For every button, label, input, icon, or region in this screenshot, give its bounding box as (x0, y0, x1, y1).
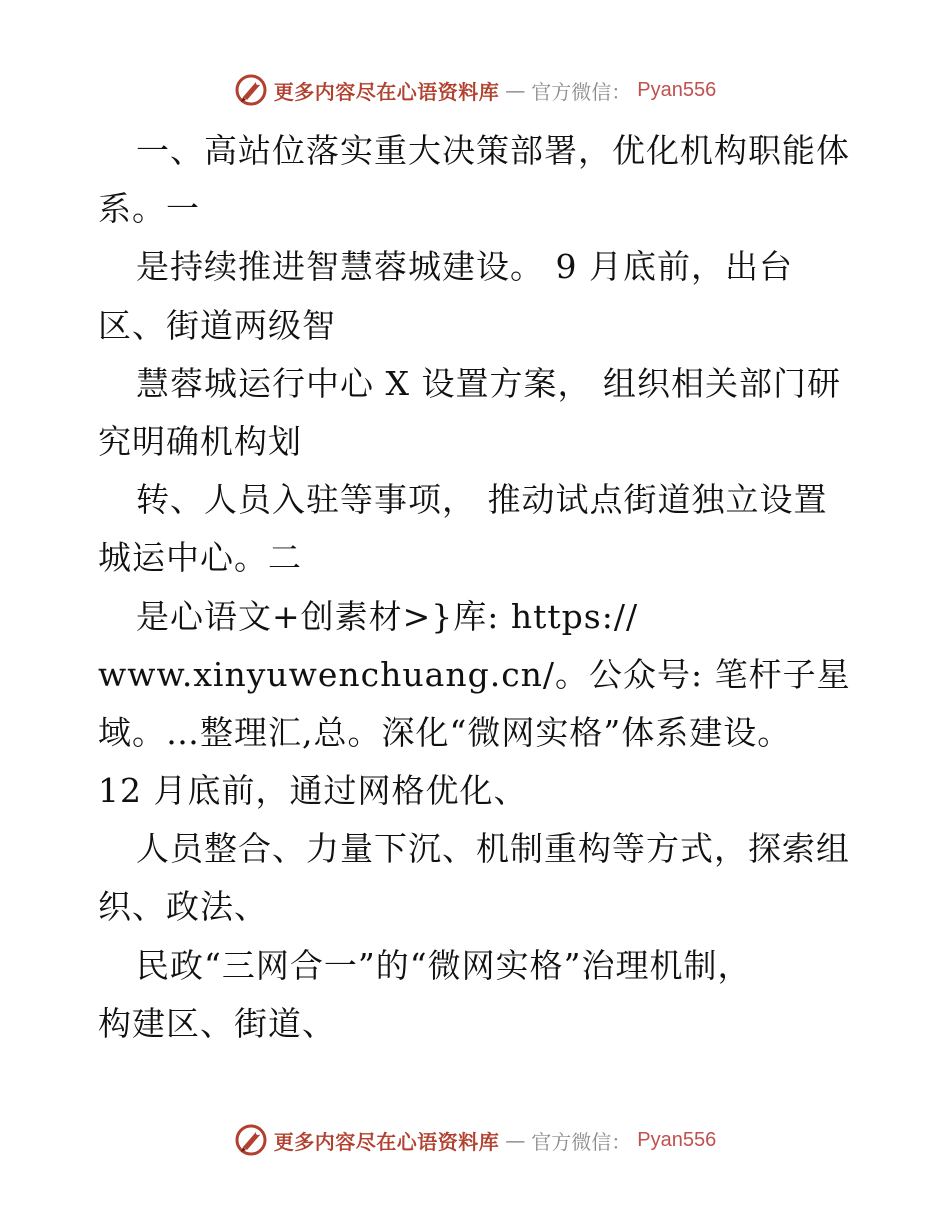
header-banner (234, 73, 716, 107)
text-line: 民政“三网合一”的“微网实格”治理机制， (136, 945, 752, 985)
footer-separator: — (505, 1128, 526, 1152)
text-line: 域。…整理汇,总。深化“微网实格”体系建设。 (98, 712, 792, 752)
text-line: 是心语文+创素材>}库: https:// (136, 596, 639, 636)
document-body (98, 122, 868, 1053)
text-line: 区、街道两级智 (98, 305, 336, 345)
text-line: 转、人员入驻等事项， 推动试点街道独立设置 (136, 480, 828, 520)
header-wechat-label: 官方微信： (531, 79, 632, 104)
text-line: 构建区、街道、 (98, 1003, 336, 1043)
pen-logo-icon (234, 1123, 268, 1157)
text-line: 城运中心。二 (98, 538, 302, 578)
text-line: 12 月底前，通过网格优化、 (98, 771, 528, 811)
text-line: 究明确机构划 (98, 421, 302, 461)
header-separator: — (505, 78, 526, 102)
text-line: 织、政法、 (98, 887, 268, 927)
pen-logo-icon (234, 73, 268, 107)
footer-banner-text: 更多内容尽在心语资料库 (273, 1129, 500, 1154)
header-wechat-id: Pyan556 (637, 78, 717, 101)
text-line: 一、高站位落实重大决策部署，优化机构职能体 (136, 131, 850, 170)
page-header (0, 70, 950, 110)
text-line: 人员整合、力量下沉、机制重构等方式，探索组 (136, 829, 850, 869)
header-banner-text: 更多内容尽在心语资料库 (273, 79, 500, 104)
text-line: www.xinyuwenchuang.cn/。公众号: 笔杆子星 (98, 654, 851, 694)
footer-wechat-label: 官方微信： (531, 1129, 632, 1154)
footer-wechat-id: Pyan556 (637, 1128, 717, 1151)
footer-banner (234, 1123, 716, 1157)
text-line: 系。一 (98, 189, 200, 229)
page-footer (0, 1120, 950, 1160)
text-line: 是持续推进智慧蓉城建设。 9 月底前，出台 (136, 247, 793, 287)
text-line: 慧蓉城运行中心 X 设置方案， 组织相关部门研 (136, 363, 841, 403)
